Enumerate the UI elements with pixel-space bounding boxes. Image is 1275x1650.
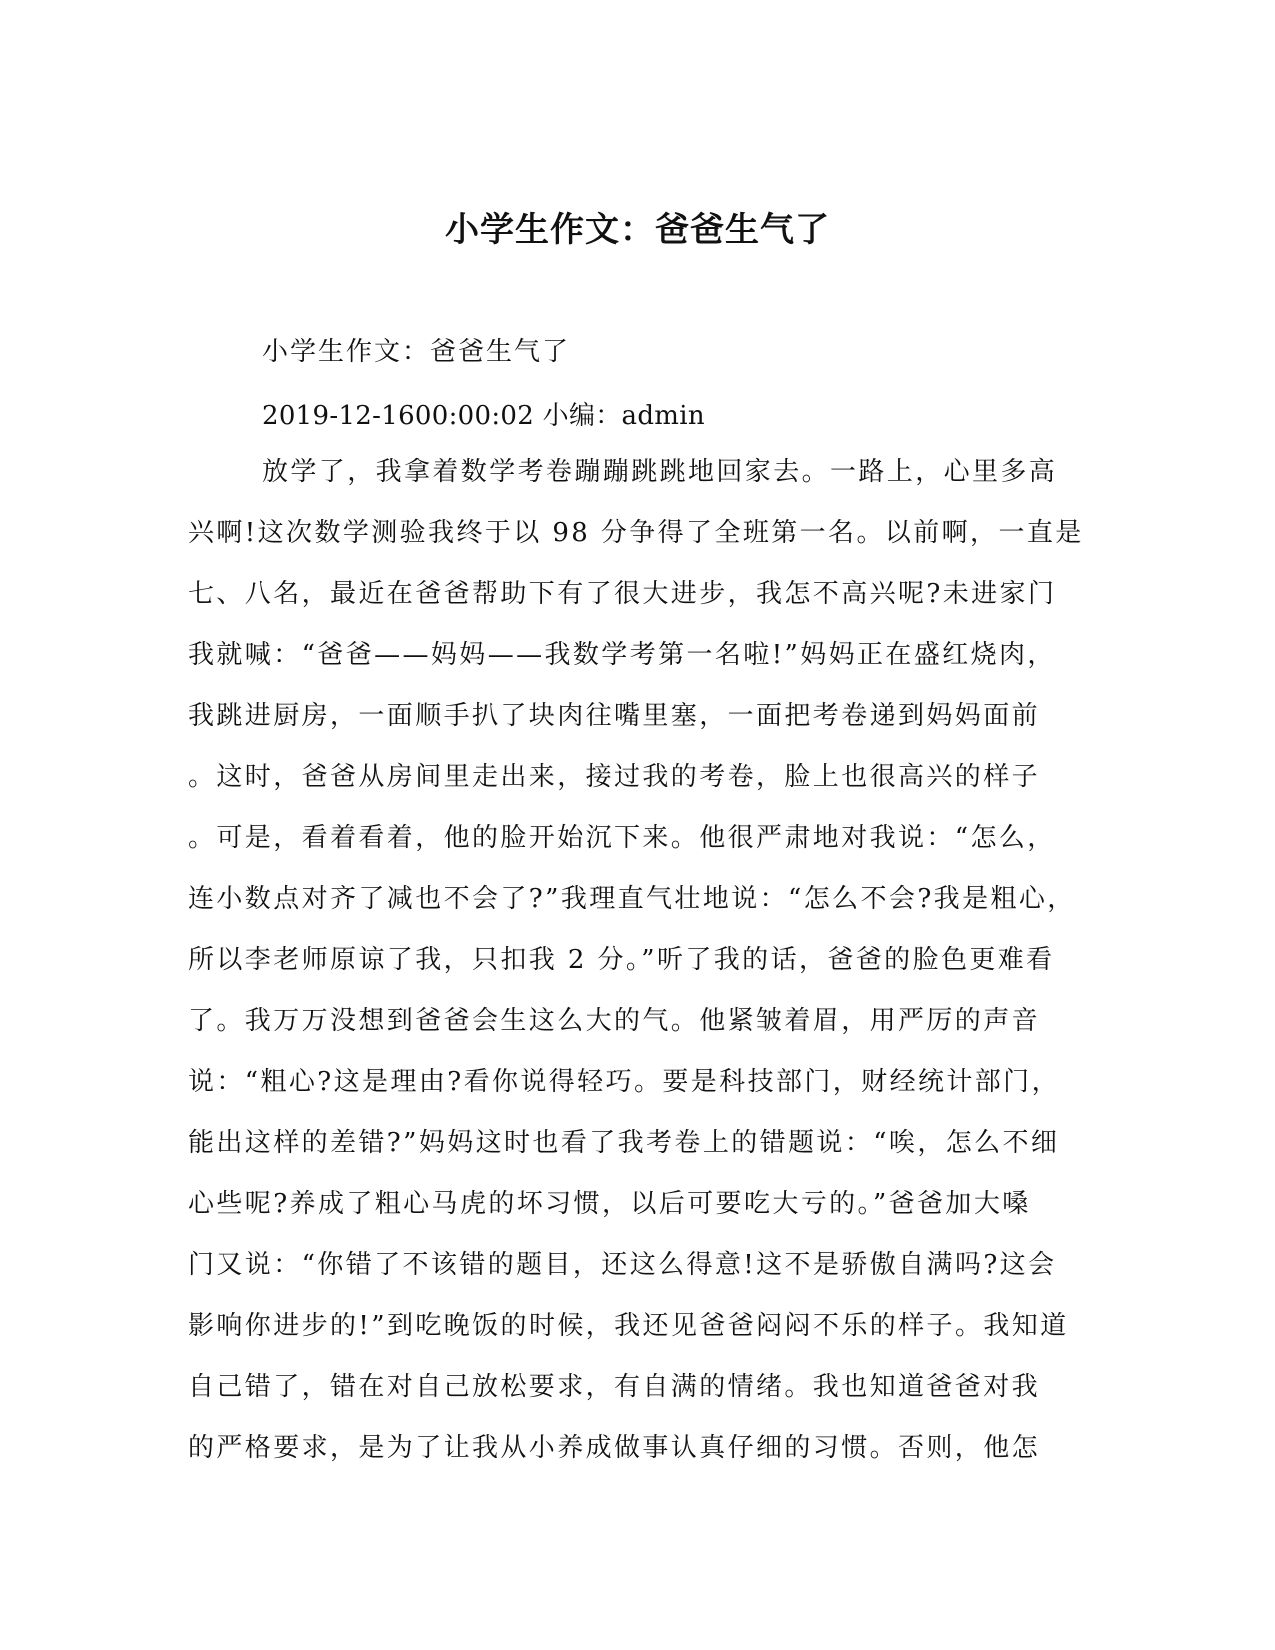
article-subtitle: 小学生作文：爸爸生气了 [262, 337, 571, 367]
document-title: 小学生作文：爸爸生气了 [445, 210, 830, 250]
paragraph-line: 的严格要求，是为了让我从小养成做事认真仔细的习惯。否则，他怎 [188, 1433, 1041, 1463]
paragraph-line: 。这时，爸爸从房间里走出来，接过我的考卷，脸上也很高兴的样子 [188, 762, 1041, 792]
article-date-author: 2019-12-1600:00:02 小编：admin [262, 401, 705, 431]
paragraph-line: 所以李老师原谅了我，只扣我 2 分。”听了我的话，爸爸的脸色更难看 [188, 945, 1055, 975]
paragraph-line: 影响你进步的!”到吃晚饭的时候，我还见爸爸闷闷不乐的样子。我知道 [188, 1311, 1069, 1341]
paragraph-line: 心些呢?养成了粗心马虎的坏习惯，以后可要吃大亏的。”爸爸加大嗓 [188, 1189, 1031, 1219]
paragraph-line: 自己错了，错在对自己放松要求，有自满的情绪。我也知道爸爸对我 [188, 1372, 1041, 1402]
paragraph-line: 连小数点对齐了减也不会了?”我理直气壮地说：“怎么不会?我是粗心， [188, 884, 1076, 914]
paragraph-line: 。可是，看着看着，他的脸开始沉下来。他很严肃地对我说：“怎么， [188, 823, 1056, 853]
paragraph-line: 我就喊：“爸爸——妈妈——我数学考第一名啦!”妈妈正在盛红烧肉， [188, 640, 1056, 670]
paragraph-line: 门又说：“你错了不该错的题目，还这么得意!这不是骄傲自满吗?这会 [188, 1250, 1057, 1280]
paragraph-line: 了。我万万没想到爸爸会生这么大的气。他紧皱着眉，用严厉的声音 [188, 1006, 1041, 1036]
paragraph-line: 兴啊!这次数学测验我终于以 98 分争得了全班第一名。以前啊，一直是 [188, 518, 1084, 548]
paragraph-line: 说：“粗心?这是理由?看你说得轻巧。要是科技部门，财经统计部门， [188, 1067, 1060, 1097]
paragraph-line: 能出这样的差错?”妈妈这时也看了我考卷上的错题说：“唉，怎么不细 [188, 1128, 1060, 1158]
paragraph-line: 我跳进厨房，一面顺手扒了块肉往嘴里塞，一面把考卷递到妈妈面前 [188, 701, 1041, 731]
paragraph-line: 放学了，我拿着数学考卷蹦蹦跳跳地回家去。一路上，心里多高 [262, 457, 1058, 487]
paragraph-line: 七、八名，最近在爸爸帮助下有了很大进步，我怎不高兴呢?未进家门 [188, 579, 1057, 609]
